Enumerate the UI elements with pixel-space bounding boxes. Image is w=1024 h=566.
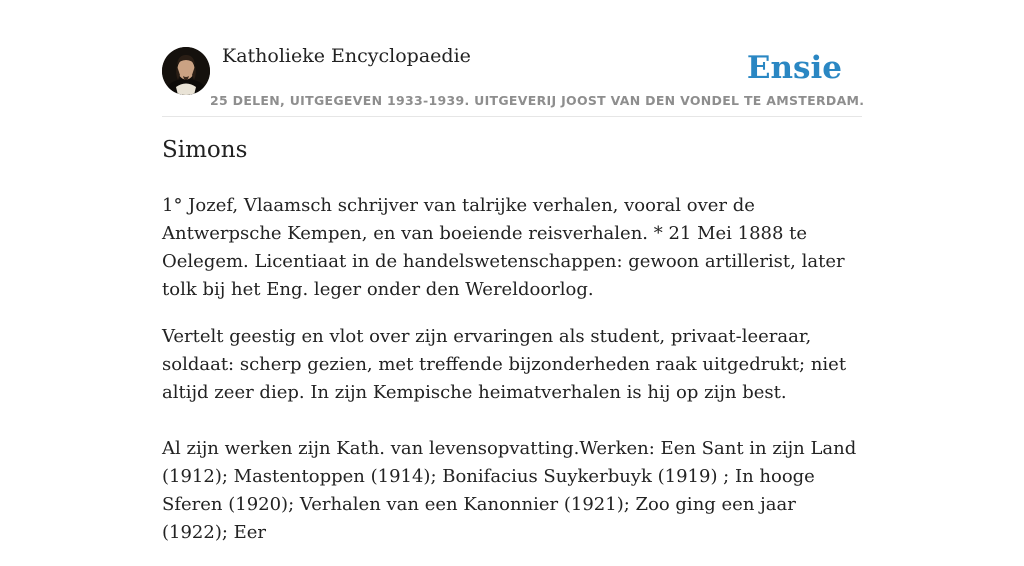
article-body <box>162 192 862 566</box>
portrait-icon[interactable] <box>162 47 210 95</box>
site-subtitle: 25 DELEN, UITGEGEVEN 1933-1939. UITGEVERIJ JOOST VAN DEN VONDEL TE AMSTERDAM. <box>210 93 865 108</box>
article-paragraph: 1° Jozef, Vlaamsch schrijver van talrijke verhalen, vooral over de Antwerpsche Kempen, en van boeiende reisverhalen. * 21 Mei 1888 te Oelegem. Licentiaat in de handelswetenschappen: gewoon artillerist, later tolk bij het Eng. leger onder den Wereldoorlog. <box>162 195 845 300</box>
article-title: Simons <box>162 137 248 163</box>
page <box>162 0 865 543</box>
ensie-logo[interactable]: Ensie <box>746 50 842 86</box>
article-paragraph: Al zijn werken zijn Kath. van levensopvatting.Werken: Een Sant in zijn Land (1912); Mastentoppen (1914); Bonifacius Suykerbuyk (1919) ; In hooge Sferen (1920); Verhalen van een Kanonnier (1921); Zoo ging een jaar (1922); Eer <box>162 438 857 543</box>
article-paragraph: Vertelt geestig en vlot over zijn ervaringen als student, privaat-leeraar, soldaat: scherp gezien, met treffende bijzonderheden raak uitgedrukt; niet altijd zeer diep. In zijn Kempische heimatverhalen is hij op zijn best. <box>162 326 847 403</box>
site-header <box>162 0 865 117</box>
site-title[interactable]: Katholieke Encyclopaedie <box>222 45 471 67</box>
